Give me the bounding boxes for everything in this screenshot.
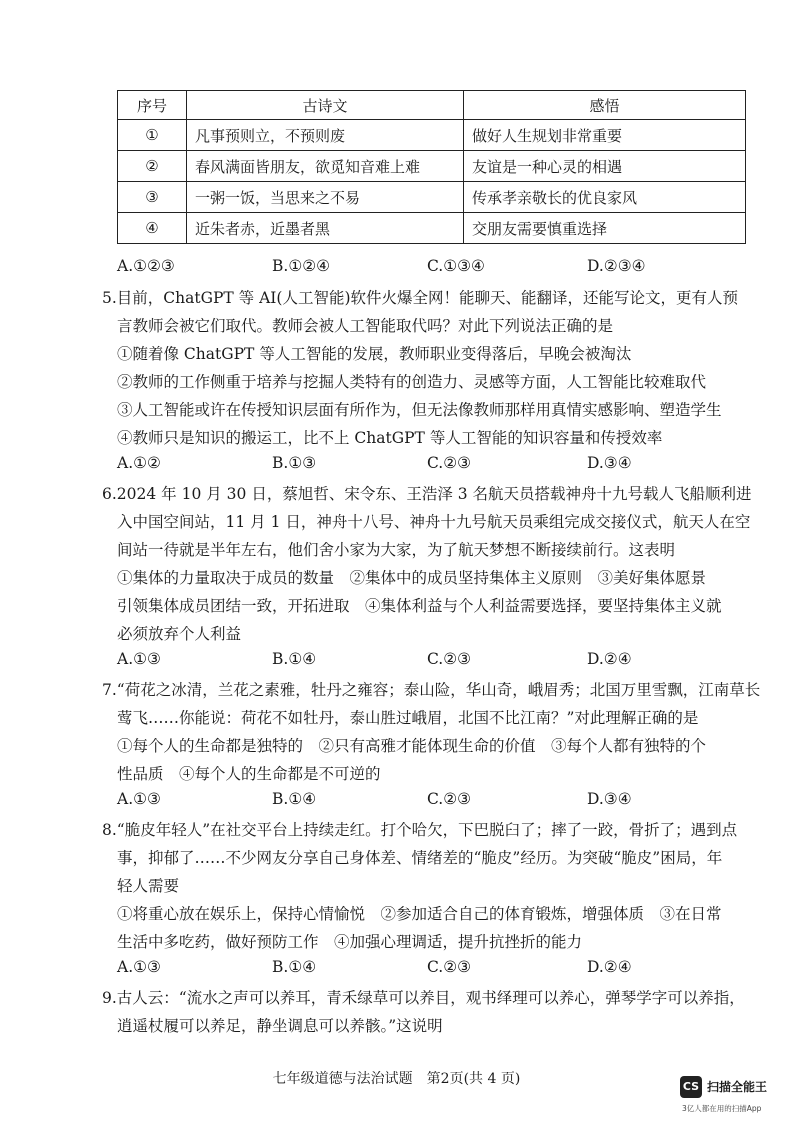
header-number: 序号 <box>118 91 187 120</box>
row-poem: 一粥一饭，当思来之不易 <box>187 182 464 213</box>
table-row <box>118 182 746 213</box>
q5-options <box>117 454 717 478</box>
scanner-title: 扫描全能王 <box>707 1080 768 1094</box>
q6-options <box>117 650 717 674</box>
q6-stem-line: 入中国空间站，11 月 1 日，神舟十八号、神舟十九号航天员乘组完成交接仪式，航天人在空 <box>117 513 751 531</box>
row-poem: 春风满面皆朋友，欲觅知音难上难 <box>187 151 464 182</box>
option-d: D.③④ <box>587 454 632 472</box>
q6-statement: 引领集体成员团结一致，开拓进取 ④集体利益与个人利益需要选择，要坚持集体主义就 <box>117 597 722 615</box>
option-b: B.①③ <box>272 454 317 472</box>
table-header-row <box>118 91 746 120</box>
q6-statement: 必须放弃个人利益 <box>117 625 242 643</box>
q4-options <box>117 257 717 281</box>
q7-options <box>117 790 717 814</box>
row-poem: 凡事预则立，不预则废 <box>187 120 464 151</box>
option-c: C.②③ <box>427 650 472 668</box>
row-insight: 友谊是一种心灵的相遇 <box>464 151 746 182</box>
scanner-subtitle: 3亿人都在用的扫描App <box>682 1104 762 1113</box>
row-number: ③ <box>118 182 187 213</box>
page-footer: 七年级道德与法治试题 第2页(共 4 页) <box>272 1071 521 1087</box>
q8-statement: 生活中多吃药，做好预防工作 ④加强心理调适，提升抗挫折的能力 <box>117 933 583 951</box>
header-insight: 感悟 <box>464 91 746 120</box>
option-a: A.①③ <box>117 958 161 976</box>
cs-logo-icon: CS <box>680 1076 702 1098</box>
option-a: A.①③ <box>117 790 161 808</box>
option-b: B.①②④ <box>272 257 331 275</box>
q7-statement: ①每个人的生命都是独特的 ②只有高雅才能体现生命的价值 ③每个人都有独特的个 <box>117 737 707 755</box>
q8-stem-line: 事，抑郁了……不少网友分享自己身体差、情绪差的“脆皮”经历。为突破“脆皮”困局，年 <box>117 849 723 867</box>
poem-table <box>117 90 746 244</box>
q5-statement: ④教师只是知识的搬运工，比不上 ChatGPT 等人工智能的知识容量和传授效率 <box>117 429 663 447</box>
header-poem: 古诗文 <box>187 91 464 120</box>
q8-statement: ①将重心放在娱乐上，保持心情愉悦 ②参加适合自己的体育锻炼，增强体质 ③在日常 <box>117 905 722 923</box>
option-b: B.①④ <box>272 790 317 808</box>
option-c: C.②③ <box>427 790 472 808</box>
q9-stem-line: 逍遥杖履可以养足，静坐调息可以养骸。”这说明 <box>117 1017 443 1035</box>
scanner-watermark <box>680 1076 790 1116</box>
q9-stem-line: 9.古人云：“流水之声可以养耳，青禾绿草可以养目，观书绎理可以养心，弹琴学字可以养指， <box>102 989 745 1007</box>
row-insight: 做好人生规划非常重要 <box>464 120 746 151</box>
table-row <box>118 213 746 244</box>
q6-stem-line: 间站一待就是半年左右，他们舍小家为大家，为了航天梦想不断接续前行。这表明 <box>117 541 676 559</box>
q7-statement: 性品质 ④每个人的生命都是不可逆的 <box>117 765 381 783</box>
option-d: D.③④ <box>587 790 632 808</box>
table-row <box>118 120 746 151</box>
q7-stem-line: 莺飞……你能说：荷花不如牡丹，泰山胜过峨眉，北国不比江南？”对此理解正确的是 <box>117 709 699 727</box>
q8-stem-line: 8.“脆皮年轻人”在社交平台上持续走红。打个哈欠，下巴脱臼了；摔了一跤，骨折了；遇到点 <box>102 821 738 839</box>
row-insight: 传承孝亲敬长的优良家风 <box>464 182 746 213</box>
q8-options <box>117 958 717 982</box>
q6-stem-line: 6.2024 年 10 月 30 日，蔡旭哲、宋令东、王浩泽 3 名航天员搭载神舟十九号载人飞船顺利进 <box>102 485 752 503</box>
option-c: C.①③④ <box>427 257 485 275</box>
option-d: D.②④ <box>587 958 632 976</box>
option-b: B.①④ <box>272 650 317 668</box>
q8-stem-line: 轻人需要 <box>117 877 180 895</box>
option-c: C.②③ <box>427 454 472 472</box>
option-c: C.②③ <box>427 958 472 976</box>
q5-statement: ③人工智能或许在传授知识层面有所作为，但无法像教师那样用真情实感影响、塑造学生 <box>117 401 722 419</box>
option-a: A.①② <box>117 454 161 472</box>
q7-stem-line: 7.“荷花之冰清，兰花之素雅，牡丹之雍容；泰山险，华山奇，峨眉秀；北国万里雪飘，江南草长 <box>102 681 761 699</box>
option-a: A.①③ <box>117 650 161 668</box>
option-b: B.①④ <box>272 958 317 976</box>
q5-statement: ①随着像 ChatGPT 等人工智能的发展，教师职业变得落后，早晚会被淘汰 <box>117 345 632 363</box>
q5-stem-line: 5.目前，ChatGPT 等 AI(人工智能)软件火爆全网！能聊天、能翻译，还能写论文，更有人预 <box>102 289 739 307</box>
row-number: ④ <box>118 213 187 244</box>
row-poem: 近朱者赤，近墨者黑 <box>187 213 464 244</box>
row-insight: 交朋友需要慎重选择 <box>464 213 746 244</box>
row-number: ① <box>118 120 187 151</box>
option-d: D.②④ <box>587 650 632 668</box>
option-d: D.②③④ <box>587 257 646 275</box>
q6-statement: ①集体的力量取决于成员的数量 ②集体中的成员坚持集体主义原则 ③美好集体愿景 <box>117 569 707 587</box>
row-number: ② <box>118 151 187 182</box>
q5-statement: ②教师的工作侧重于培养与挖掘人类特有的创造力、灵感等方面，人工智能比较难取代 <box>117 373 707 391</box>
option-a: A.①②③ <box>117 257 175 275</box>
q5-stem-line: 言教师会被它们取代。教师会被人工智能取代吗？对此下列说法正确的是 <box>117 317 614 335</box>
table-row <box>118 151 746 182</box>
